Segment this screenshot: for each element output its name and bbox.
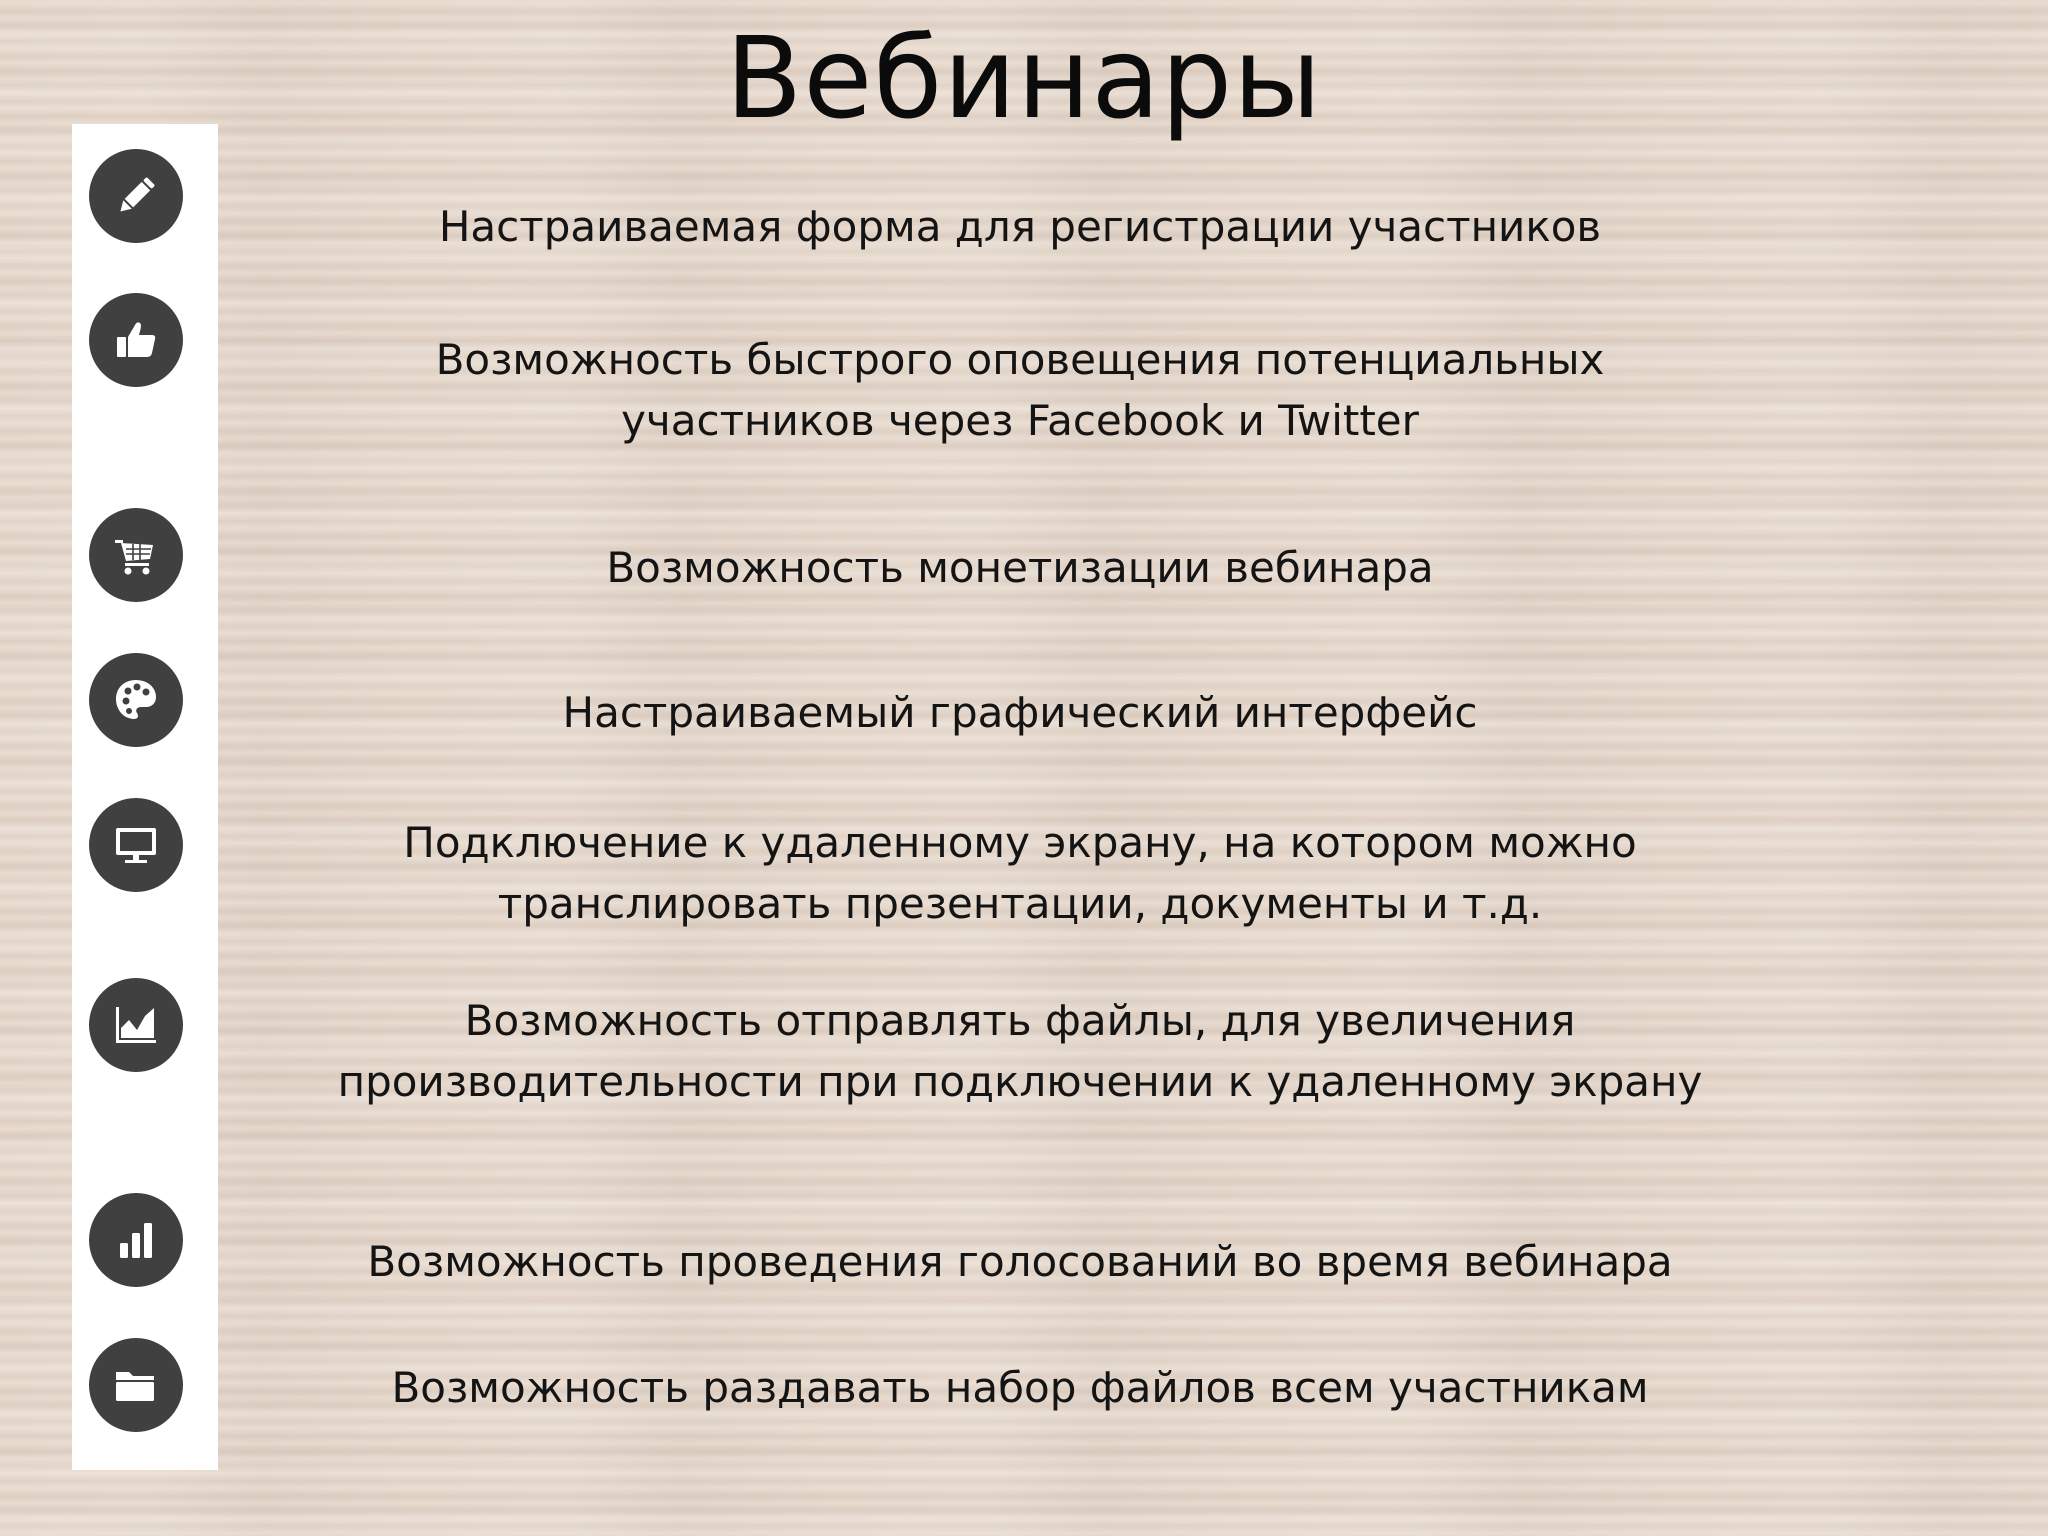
- monitor-icon-glyph: [109, 818, 163, 872]
- monitor-icon: [89, 798, 183, 892]
- area-chart-icon-glyph: [109, 998, 163, 1052]
- feature-text-social-notifications: Возможность быстрого оповещения потенциальных участников через Facebook и Twitter: [435, 335, 1605, 445]
- folder-icon: [89, 1338, 183, 1432]
- feature-text-custom-interface: Настраиваемый графический интерфейс: [562, 688, 1478, 737]
- feature-text-polls: Возможность проведения голосований во время вебинара: [367, 1237, 1673, 1286]
- palette-icon-glyph: [109, 673, 163, 727]
- area-chart-icon: [89, 978, 183, 1072]
- feature-text-file-sharing: Возможность раздавать набор файлов всем участникам: [391, 1363, 1649, 1412]
- bar-chart-icon-glyph: [109, 1213, 163, 1267]
- pencil-icon: [89, 149, 183, 243]
- pencil-icon-glyph: [109, 169, 163, 223]
- palette-icon: [89, 653, 183, 747]
- shopping-cart-icon: [89, 508, 183, 602]
- slide-title: Вебинары: [725, 14, 1323, 144]
- thumbs-up-icon-glyph: [109, 313, 163, 367]
- feature-text-monetization: Возможность монетизации вебинара: [606, 543, 1434, 592]
- thumbs-up-icon: [89, 293, 183, 387]
- feature-text-file-sending: Возможность отправлять файлы, для увеличения производительности при подключении к удаленному экрану: [337, 996, 1703, 1106]
- feature-text-remote-screen: Подключение к удаленному экрану, на котором можно транслировать презентации, документы и т.д.: [403, 818, 1637, 928]
- bar-chart-icon: [89, 1193, 183, 1287]
- folder-icon-glyph: [109, 1358, 163, 1412]
- shopping-cart-icon-glyph: [109, 528, 163, 582]
- feature-text-registration-form: Настраиваемая форма для регистрации участников: [438, 202, 1602, 251]
